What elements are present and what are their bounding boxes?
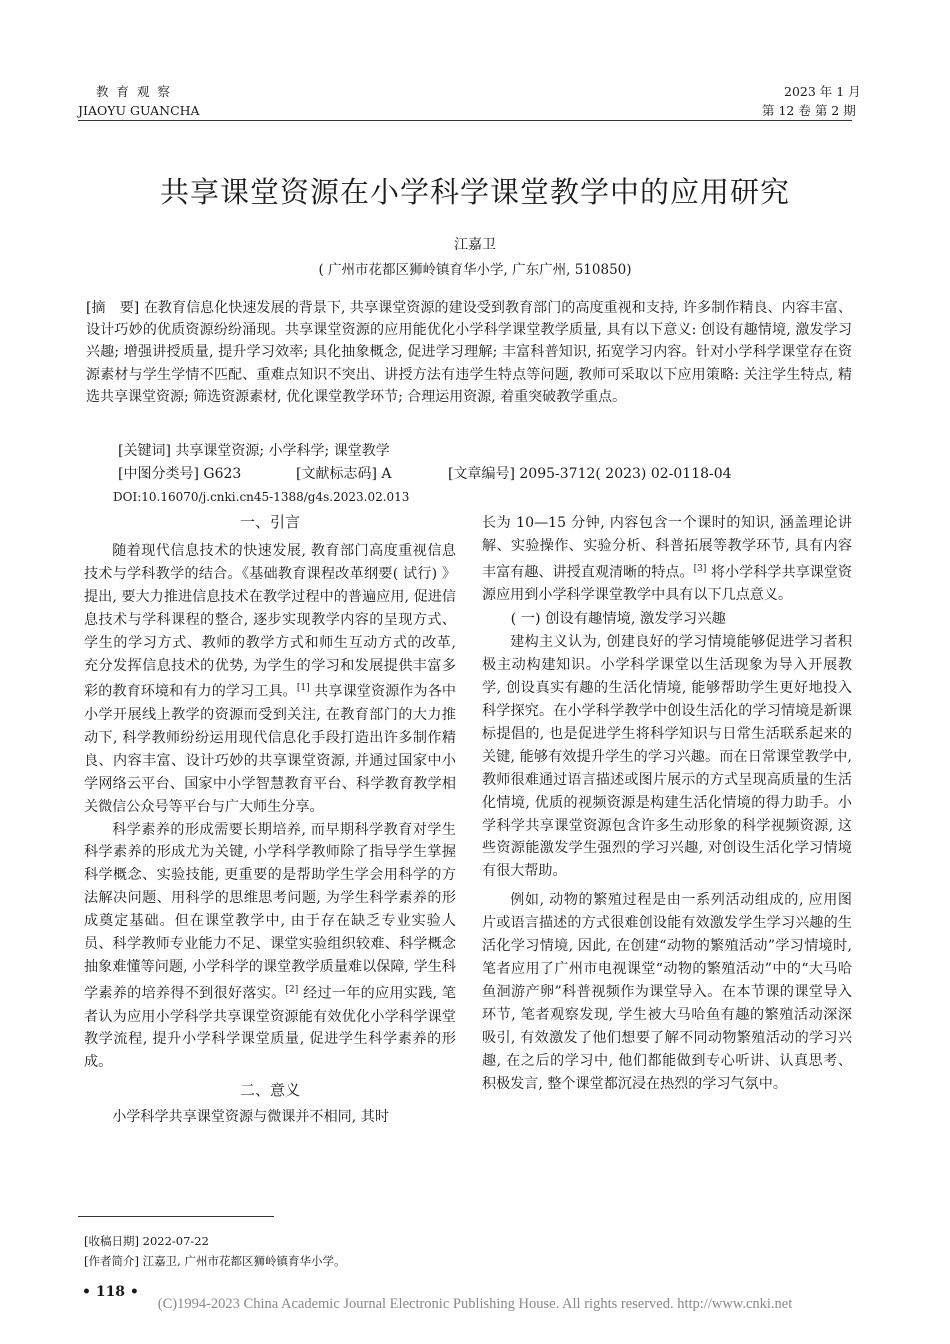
doi: DOI:10.16070/j.cnki.cn45-1388/g4s.2023.02.013 xyxy=(113,490,410,504)
intro-paragraph-2: 科学素养的形成需要长期培养, 而早期科学教育对学生科学素养的形成尤为关键, 小学科学教师除了指导学生掌握科学概念、实验技能, 更重要的是帮助学生学会用科学的方法解决问题、用科学的思维思考问题, 为学生科学素养的形成奠定基础。但在课堂教学中, 由于存在缺乏专业实验人员、科学教师专业能力不足、课堂实验组织较难、科学概念抽象难懂等问题, 小学科学的课堂教学质量难以保障, 学生科学素养的培养得不到很好落实。[2] 经过一年的应用实践, 笔者认为应用小学科学共享课堂资源能有效优化小学科学课堂教学流程, 提升小学科学课堂质量, 促进学生科学素养的形成。 xyxy=(84,821,456,1071)
issue-date: 2023 年 1 月 xyxy=(784,84,861,99)
received-date: [收稿日期] 2022-07-22 xyxy=(84,1234,209,1248)
clc-value: G623 xyxy=(203,466,242,482)
clc-label: [中图分类号] xyxy=(118,466,199,482)
doc-label: [文献标志码] xyxy=(296,466,377,482)
meaning-paragraph-1-continued: 长为 10—15 分钟, 内容包含一个课时的知识, 涵盖理论讲解、实验操作、实验分析、科普拓展等教学环节, 具有内容丰富有趣、讲授直观清晰的特点。[3] 将小学科学共享课堂资源应用到小学科学课堂教学中具有以下几点意义。 xyxy=(482,515,853,604)
journal-name-cn: 教 育 观 察 xyxy=(96,84,172,99)
copyright-notice: (C)1994-2023 China Academic Journal Electronic Publishing House. All rights reserved. http://www.cnki.net xyxy=(157,1296,793,1312)
subsection-1-paragraph-1: 建构主义认为, 创建良好的学习情境能够促进学习者积极主动构建知识。小学科学课堂以生活现象为导入开展教学, 创设真实有趣的生活化情境, 能够帮助学生更好地投入科学探究。在小学科学教学中创设生活化的学习情境是新课标提倡的, 也是促进学生将科学知识与日常生活联系起来的关键, 能够有效提升学生的学习兴趣。而在日常课堂教学中, 教师很难通过语言描述或图片展示的方式呈现高质量的生活化情境, 优质的视频资源是构建生活化情境的得力助手。小学科学共享课堂资源包含许多生动形象的科学视频资源, 这些资源能激发学生强烈的学习兴趣, 对创设生活化学习情境有很大帮助。 xyxy=(482,634,852,880)
keywords-label: [关键词] xyxy=(118,443,171,459)
section-heading-intro: 一、引言 xyxy=(239,513,300,531)
author-affiliation: ( 广州市花都区狮岭镇育华小学, 广东广州, 510850) xyxy=(318,262,632,278)
left-column xyxy=(84,510,456,1129)
footnote-rule xyxy=(78,1216,274,1217)
citation-1[interactable]: [1] xyxy=(296,683,310,694)
citation-3[interactable]: [3] xyxy=(693,563,707,574)
subsection-1-paragraph-2: 例如, 动物的繁殖过程是由一系列活动组成的, 应用图片或语言描述的方式很难创设能有效激发学生学习兴趣的生活化学习情境, 因此, 在创建“动物的繁殖活动”学习情境时, 笔者应用了广州市电视课堂“动物的繁殖活动”中的“大马哈鱼洄游产卵”科普视频作为课堂导入。在本节课的课堂导入环节, 笔者观察发现, 学生被大马哈鱼有趣的繁殖活动深深吸引, 有效激发了他们想要了解不同动物繁殖活动的学习兴趣, 在之后的学习中, 他们都能做到专心听讲、认真思考、积极发言, 整个课堂都沉浸在热烈的学习气氛中。 xyxy=(482,892,852,1092)
article-value: 2095-3712( 2023) 02-0118-04 xyxy=(519,466,732,482)
abstract-label: [摘 要] xyxy=(86,300,140,316)
journal-name-en: JIAOYU GUANCHA xyxy=(78,103,200,118)
citation-2[interactable]: [2] xyxy=(285,984,299,995)
meaning-paragraph-1: 小学科学共享课堂资源与微课并不相同, 其时 xyxy=(112,1109,389,1126)
keywords xyxy=(118,440,390,462)
doc-value: A xyxy=(381,466,392,482)
intro-paragraph-1: 随着现代信息技术的快速发展, 教育部门高度重视信息技术与学科教学的结合。《基础教育课程改革纲要( 试行) 》提出, 要大力推进信息技术在教学过程中的普遍应用, 促进信息技术与学科课程的整合, 逐步实现教学内容的呈现方式、学生的学习方式、教师的教学方式和师生互动方式的改革, 充分发挥信息技术的优势, 为学生的学习和发展提供丰富多彩的教育环境和有力的学习工具。[1] 共享课堂资源作为各中小学开展线上教学的资源而受到关注, 在教育部门的大力推动下, 科学教师纷纷运用现代信息化手段打造出许多制作精良、内容丰富、设计巧妙的共享课堂资源, 并通过国家中小学网络云平台、国家中小学智慧教育平台、科学教育教学相关微信公众号等平台与广大师生分享。 xyxy=(84,543,456,815)
article-number xyxy=(448,463,732,485)
abstract-text: 在教育信息化快速发展的背景下, 共享课堂资源的建设受到教育部门的高度重视和支持, 许多制作精良、内容丰富、设计巧妙的优质资源纷纷涌现。共享课堂资源的应用能优化小学科学课堂教学质量, 具有以下意义: 创设有趣情境, 激发学习兴趣; 增强讲授质量, 提升学习效率; 具化抽象概念, 促进学习理解; 丰富科普知识, 拓宽学习内容。针对小学科学课堂存在资源素材与学生学情不匹配、重难点知识不突出、讲授方法有违学生特点等问题, 教师可采取以下应用策略: 关注学生特点, 精选共享课堂资源; 筛选资源素材, 优化课堂教学环节; 合理运用资源, 着重突破教学重点。 xyxy=(86,300,852,405)
section-heading-meaning: 二、意义 xyxy=(239,1081,300,1100)
paper-title: 共享课堂资源在小学科学课堂教学中的应用研究 xyxy=(159,175,790,209)
abstract xyxy=(86,297,852,408)
subsection-heading-1: ( 一) 创设有趣情境, 激发学习兴趣 xyxy=(510,611,726,628)
page-number: • 118 • xyxy=(82,1284,139,1300)
issue-volume: 第 12 卷 第 2 期 xyxy=(762,103,856,118)
header-rule xyxy=(78,120,852,121)
right-column xyxy=(482,512,852,1095)
author-name: 江嘉卫 xyxy=(454,237,496,253)
keywords-text: 共享课堂资源; 小学科学; 课堂教学 xyxy=(175,443,390,459)
author-bio: [作者简介] 江嘉卫, 广州市花都区狮岭镇育华小学。 xyxy=(84,1254,346,1268)
document-code xyxy=(296,463,392,485)
article-label: [文章编号] xyxy=(448,466,515,482)
clc-number xyxy=(118,463,241,485)
